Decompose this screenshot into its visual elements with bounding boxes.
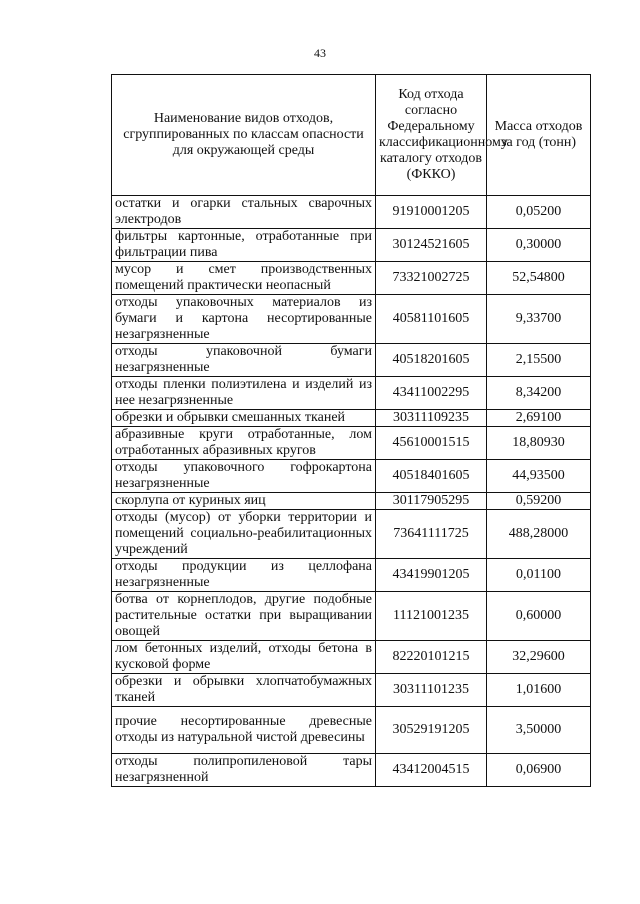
table-row <box>112 262 591 295</box>
table-row <box>112 344 591 377</box>
mass-cell: 9,33700 <box>487 295 591 344</box>
mass-cell: 0,01100 <box>487 559 591 592</box>
mass-cell: 2,15500 <box>487 344 591 377</box>
mass-cell: 1,01600 <box>487 674 591 707</box>
mass-cell: 52,54800 <box>487 262 591 295</box>
table-row <box>112 754 591 787</box>
waste-name-cell: отходы (мусор) от уборки территории и помещений социально-реабилитационных учреждений <box>112 510 376 559</box>
fkko-code-cell: 30311101235 <box>376 674 487 707</box>
table-row <box>112 229 591 262</box>
fkko-code-cell: 43419901205 <box>376 559 487 592</box>
mass-cell: 32,29600 <box>487 641 591 674</box>
fkko-code-cell: 43412004515 <box>376 754 487 787</box>
waste-name-cell: прочие несортированные древесные отходы из натуральной чистой древесины <box>112 707 376 754</box>
waste-name-cell: скорлупа от куриных яиц <box>112 493 376 510</box>
header-waste-name: Наименование видов отходов, сгруппированных по классам опасности для окружающей среды <box>112 75 376 196</box>
fkko-code-cell: 11121001235 <box>376 592 487 641</box>
mass-cell: 44,93500 <box>487 460 591 493</box>
table-row <box>112 493 591 510</box>
waste-name-cell: отходы упаковочной бумаги незагрязненные <box>112 344 376 377</box>
fkko-code-cell: 30529191205 <box>376 707 487 754</box>
table-row <box>112 427 591 460</box>
fkko-code-cell: 40518201605 <box>376 344 487 377</box>
mass-cell: 0,06900 <box>487 754 591 787</box>
mass-cell: 0,60000 <box>487 592 591 641</box>
waste-name-cell: отходы пленки полиэтилена и изделий из нее незагрязненные <box>112 377 376 410</box>
table-row <box>112 641 591 674</box>
fkko-code-cell: 40581101605 <box>376 295 487 344</box>
mass-cell: 0,05200 <box>487 196 591 229</box>
mass-cell: 0,59200 <box>487 493 591 510</box>
table-row <box>112 460 591 493</box>
mass-cell: 2,69100 <box>487 410 591 427</box>
fkko-code-cell: 30124521605 <box>376 229 487 262</box>
table-body <box>112 196 591 787</box>
table-row <box>112 592 591 641</box>
table-row <box>112 295 591 344</box>
fkko-code-cell: 73321002725 <box>376 262 487 295</box>
fkko-code-cell: 43411002295 <box>376 377 487 410</box>
waste-name-cell: ботва от корнеплодов, другие подобные растительные остатки при выращивании овощей <box>112 592 376 641</box>
waste-name-cell: абразивные круги отработанные, лом отработанных абразивных кругов <box>112 427 376 460</box>
table-row <box>112 559 591 592</box>
waste-name-cell: мусор и смет производственных помещений практически неопасный <box>112 262 376 295</box>
table-row <box>112 196 591 229</box>
waste-name-cell: фильтры картонные, отработанные при фильтрации пива <box>112 229 376 262</box>
table-header-row <box>112 75 591 196</box>
mass-cell: 18,80930 <box>487 427 591 460</box>
fkko-code-cell: 45610001515 <box>376 427 487 460</box>
header-mass: Масса отходов за год (тонн) <box>487 75 591 196</box>
waste-name-cell: обрезки и обрывки хлопчатобумажных тканей <box>112 674 376 707</box>
table-row <box>112 510 591 559</box>
waste-name-cell: лом бетонных изделий, отходы бетона в кусковой форме <box>112 641 376 674</box>
table-row <box>112 674 591 707</box>
fkko-code-cell: 91910001205 <box>376 196 487 229</box>
fkko-code-cell: 30311109235 <box>376 410 487 427</box>
table-row <box>112 707 591 754</box>
mass-cell: 8,34200 <box>487 377 591 410</box>
fkko-code-cell: 82220101215 <box>376 641 487 674</box>
mass-cell: 0,30000 <box>487 229 591 262</box>
mass-cell: 488,28000 <box>487 510 591 559</box>
waste-name-cell: остатки и огарки стальных сварочных электродов <box>112 196 376 229</box>
fkko-code-cell: 30117905295 <box>376 493 487 510</box>
waste-name-cell: отходы полипропиленовой тары незагрязненной <box>112 754 376 787</box>
waste-name-cell: обрезки и обрывки смешанных тканей <box>112 410 376 427</box>
page-number: 43 <box>314 46 326 60</box>
table-row <box>112 377 591 410</box>
header-fkko-code: Код отхода согласно Федеральному классификационному каталогу отходов (ФККО) <box>376 75 487 196</box>
waste-name-cell: отходы продукции из целлофана незагрязненные <box>112 559 376 592</box>
waste-name-cell: отходы упаковочных материалов из бумаги и картона несортированные незагрязненные <box>112 295 376 344</box>
waste-name-cell: отходы упаковочного гофрокартона незагрязненные <box>112 460 376 493</box>
mass-cell: 3,50000 <box>487 707 591 754</box>
fkko-code-cell: 73641111725 <box>376 510 487 559</box>
waste-table <box>111 74 591 787</box>
table-row <box>112 410 591 427</box>
fkko-code-cell: 40518401605 <box>376 460 487 493</box>
